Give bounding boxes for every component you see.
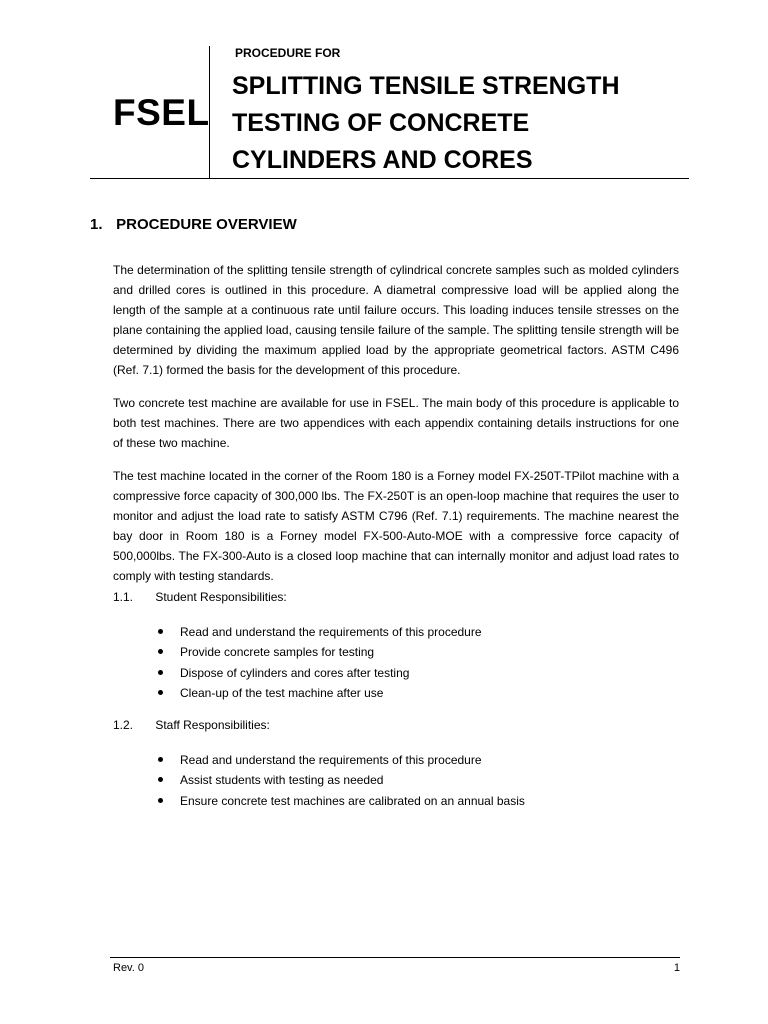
section-heading [90,216,297,233]
section-number: 1. [90,216,103,233]
subsection-number: 1.2. [113,718,134,732]
subsection-title: Student Responsibilities: [155,590,287,604]
overview-paragraph: The determination of the splitting tensile strength of cylindrical concrete samples such as molded cylinders and drilled cores is outlined in this procedure. A diametral compressive load will be applied along the length of the sample at a continuous rate until failure occurs. This loading induces tensile stresses on the plane containing the applied load, causing tensile failure of the sample. The splitting tensile strength will be determined by dividing the maximum applied load by the appropriate geometrical factors. ASTM C496 (Ref. 7.1) formed the basis for the development of this procedure. [113,263,679,377]
list-item-text: Assist students with testing as needed [180,773,384,788]
title-line: CYLINDERS AND CORES [232,146,533,174]
page-number: 1 [673,962,680,974]
document-title [232,68,682,179]
subsection-heading-student [113,590,287,604]
student-responsibilities-list [155,622,675,703]
fsel-logo: FSEL [113,92,210,133]
bullet-icon [158,798,163,803]
list-item-text: Provide concrete samples for testing [180,645,375,660]
list-item-text: Read and understand the requirements of this procedure [180,625,482,639]
title-line: SPLITTING TENSILE STRENGTH [232,72,620,100]
footer-rule [110,957,680,958]
procedure-for-label: PROCEDURE FOR [235,46,341,60]
title-line: TESTING OF CONCRETE [232,109,530,137]
bullet-icon [158,670,163,675]
subsection-number: 1.1. [113,590,134,604]
revision-label: Rev. 0 [113,962,144,974]
bullet-icon [158,649,163,654]
machine-details-paragraph: The test machine located in the corner of the Room 180 is a Forney model FX-250T-TPilot machine with a compressive force capacity of 300,000 lbs. The FX-250T is an open-loop machine that requires the user to monitor and adjust the load rate to satisfy ASTM C796 (Ref. 7.1) requirements. The machine nearest the bay door in Room 180 is a Forney model FX-500-Auto-MOE with a compressive force capacity of 500,000lbs. The FX-300-Auto is a closed loop machine that can internally monitor and adjust load rates to comply with testing standards. [113,469,679,583]
list-item [155,642,675,662]
staff-responsibilities-list [155,750,675,811]
list-item-text: Ensure concrete test machines are calibrated on an annual basis [180,793,525,808]
list-item-text: Read and understand the requirements of this procedure [180,753,482,767]
list-item-text: Dispose of cylinders and cores after testing [180,665,410,680]
list-item [155,791,675,811]
list-item [155,750,675,770]
bullet-icon [158,629,163,634]
bullet-icon [158,757,163,762]
list-item [155,683,675,703]
subsection-heading-staff [113,718,270,732]
subsection-title: Staff Responsibilities: [155,718,270,732]
machines-paragraph: Two concrete test machine are available for use in FSEL. The main body of this procedure is applicable to both test machines. There are two appendices with each appendix containing details instructions for one of these two machine. [113,396,679,450]
bullet-icon [158,777,163,782]
list-item-text: Clean-up of the test machine after use [180,685,384,700]
bullet-icon [158,690,163,695]
list-item [155,770,675,790]
section-title: PROCEDURE OVERVIEW [116,216,297,233]
list-item [155,622,675,642]
list-item [155,663,675,683]
